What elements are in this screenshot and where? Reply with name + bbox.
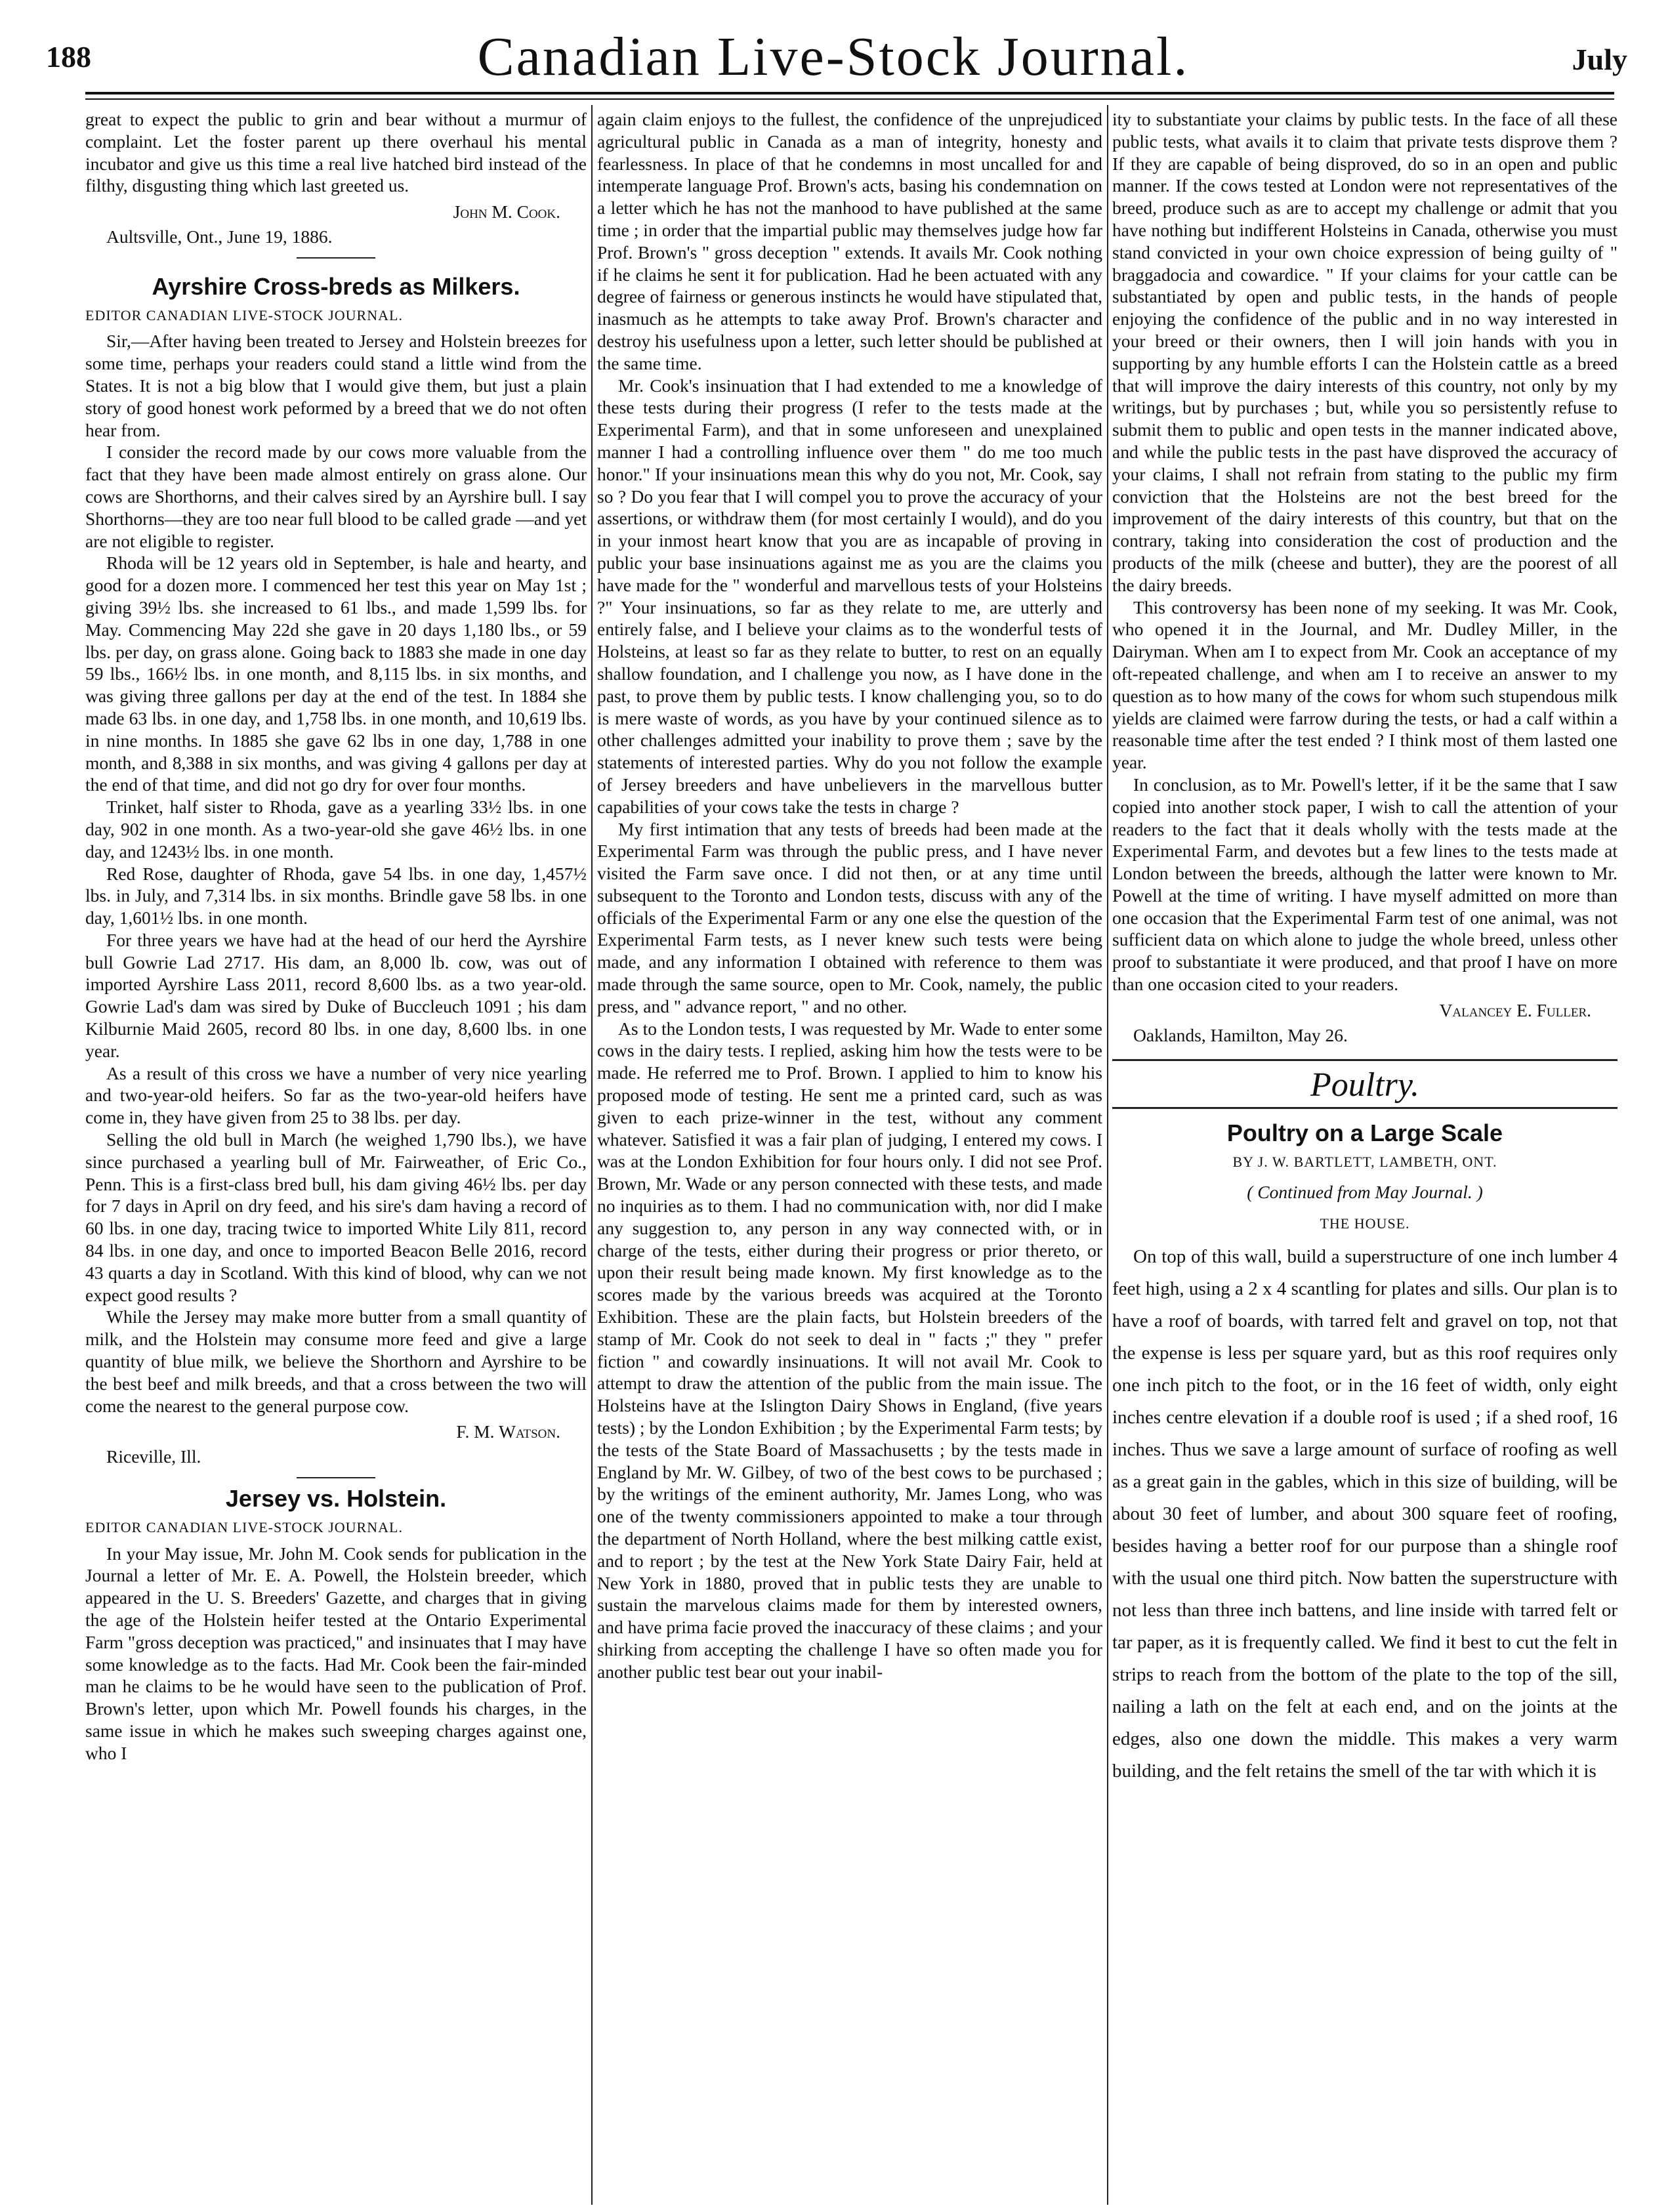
article-dateline: Oaklands, Hamilton, May 26. [1133, 1024, 1348, 1045]
article-paragraph: For three years we have had at the head of our herd the Ayrshire bull Gowrie Lad 2717. His dam, an 8,000 lb. cow, was out of imported Ayrshire Lass 2011, record 8,600 lbs. as a two year-old. Gowrie Lad's dam was sired by Duke of Buccleuch 1091 ; his dam Kilburnie Maid 2605, record 80 lbs. in one day, 8,600 lbs. in one year. [85, 929, 587, 1061]
column-divider [1107, 105, 1108, 2205]
intro-paragraph: great to expect the public to grin and bear without a murmur of complaint. Let the foster parent up there overhaul his mental incubator and give us this time a real live hatched bird instead of the filthy, disgusting thing which last greeted us. [85, 109, 587, 196]
article-paragraph: In your May issue, Mr. John M. Cook sends for publication in the Journal a letter of Mr. E. A. Powell, the Holstein breeder, which appeared in the U. S. Breeders' Gazette, and charges that in giving the age of the Holstein heifer tested at the Ontario Experimental Farm "gross deception was practiced," and insinuates that I may have some knowledge as to the facts. Had Mr. Cook been the fair-minded man he claims to be he would have seen to the publication of Prof. Brown's letter, upon which Mr. Powell founds his charges, in the same issue in which he makes such sweeping charges against one, who I [85, 1543, 587, 1763]
article-paragraph: Trinket, half sister to Rhoda, gave as a yearling 33½ lbs. in one day, 902 in one month. As a two-year-old she gave 46½ lbs. in one day, and 1243½ lbs. in one month. [85, 797, 587, 862]
article-heading: Ayrshire Cross-breds as Milkers. [152, 272, 520, 300]
article-signature: F. M. Watson. [456, 1421, 560, 1442]
article-paragraph: In conclusion, as to Mr. Powell's letter, if it be the same that I saw copied into another stock paper, I wish to call the attention of your readers to the fact that it deals wholly with the tests made at the Experimental Farm, and devotes but a few lines to the tests made at London between the breeds, although the latter were known to Mr. Powell at the time of writing. I have myself admitted on more than one occasion that the Experimental Farm test of one animal, was not sufficient data on which alone to judge the whole breed, unless other proof to substantiate it were produced, and that proof I have on more than one occasion cited to your readers. [1112, 774, 1618, 995]
editor-line: EDITOR CANADIAN LIVE-STOCK JOURNAL. [85, 1518, 403, 1535]
article-paragraph: Sir,—After having been treated to Jersey and Holstein breezes for some time, perhaps your readers could stand a little wind from the States. It is not a big blow that I would give them, but just a plain story of good honest work peformed by a breed that we do not often hear from. [85, 331, 587, 440]
continued-note: ( Continued from May Journal. ) [1247, 1181, 1483, 1202]
section-rule [1112, 1059, 1618, 1061]
article-signature: Valancey E. Fuller. [1439, 999, 1591, 1020]
header-rule [85, 92, 1614, 94]
journal-title: Canadian Live-Stock Journal. [477, 26, 1190, 87]
article-heading: Poultry on a Large Scale [1226, 1119, 1503, 1147]
article-paragraph: As a result of this cross we have a number of very nice yearling and two-year-old heifers. So far as the two-year-old heifers have come in, they have given from 25 to 38 lbs. per day. [85, 1062, 587, 1128]
intro-signature: John M. Cook. [453, 201, 560, 222]
article-paragraph: On top of this wall, build a superstructure of one inch lumber 4 feet high, using a 2 x 4 scantling for plates and sills. Our plan is to have a roof of boards, with tarred felt and gravel on top, not that the expense is less per square yard, but as this roof requires only one inch pitch to the foot, or in the 16 feet of width, only eight inches centre elevation if a double roof is used ; if a shed roof, 16 inches. Thus we save a large amount of surface of roofing as well as a great gain in the gables, which in this size of building, will be about 30 feet of lumber, and about 300 square feet of roofing, besides having a better roof for our purpose than a shingle roof with the usual one third pitch. Now batten the superstructure with not less than three inch battens, and line inside with tarred felt or tar paper, as it is frequently called. We find it best to cut the felt in strips to reach from the bottom of the plate to the top of the sill, nailing a lath on the felt at each end, and on the joints at the edges, also one down the middle. This makes a very warm building, and the felt retains the smell of the tar with which it is [1112, 1246, 1618, 1782]
section-title: Poultry. [1310, 1066, 1420, 1104]
article-paragraph: Mr. Cook's insinuation that I had extended to me a knowledge of these tests during their progress (I refer to the tests made at the Experimental Farm), and that in some unforeseen and unexplained manner I had a controlling influence over them " do me too much honor." If your insinuations mean this why do you not, Mr. Cook, say so ? Do you fear that I will compel you to prove the accuracy of your assertions, or withdraw them (for most certainly I would), and do you in your inmost heart know that you are as incapable of proving in public your base insinuations against me as you are the claims you have made for the " wonderful and marvellous tests of your Holsteins ?" Your insinuations, so far as they relate to me, are utterly and entirely false, and I believe your claims as to the wonderful tests of Holsteins, at least so far as they relate to butter, to rest on an equally shallow foundation, and I challenge you now, as I have done in the past, to prove them by public tests. I know challenging you, so to do is mere waste of words, as you have by your continued silence as to other challenges admitted your inability to prove them ; save by the statements of interested parties. Why do you not follow the example of Jersey breeders and have unbelievers in the marvellous butter capabilities of your cows take the tests in charge ? [597, 375, 1102, 817]
article-heading: Jersey vs. Holstein. [225, 1485, 447, 1513]
article-paragraph: Red Rose, daughter of Rhoda, gave 54 lbs. in one day, 1,457½ lbs. in July, and 7,314 lbs. in six months. Brindle gave 58 lbs. in one day, 1,601½ lbs. in one month. [85, 863, 587, 929]
header-rule-thin [85, 98, 1614, 100]
page-number: 188 [46, 40, 91, 73]
column-1 [85, 108, 587, 1764]
article-paragraph: While the Jersey may make more butter from a small quantity of milk, and the Holstein may consume more feed and give a large quantity of blue milk, we believe the Shorthorn and Ayrshire to be the best beef and milk breeds, and that a cross between the two will come the nearest to the general purpose cow. [85, 1306, 587, 1416]
issue-month: July [1572, 43, 1627, 76]
article-paragraph: again claim enjoys to the fullest, the confidence of the unprejudiced agricultural public in Canada as a man of integrity, honesty and fearlessness. In place of that he condemns in most uncalled for and intemperate language Prof. Brown's acts, basing his condemnation on a letter which he has not the manhood to have published at the same time ; in order that the impartial public may themselves judge how far Prof. Brown's " gross deception " extends. It avails Mr. Cook nothing if he claims he sent it for publication. Had he been actuated with any degree of fairness or generous instincts he would have stipulated that, inasmuch as he attempts to take away Prof. Brown's character and destroy his usefulness upon a letter, such letter should be published at the same time. [597, 109, 1102, 373]
column-3 [1112, 108, 1618, 1787]
subheading: THE HOUSE. [1320, 1215, 1410, 1232]
intro-dateline: Aultsville, Ont., June 19, 1886. [106, 226, 333, 247]
article-paragraph: My first intimation that any tests of breeds had been made at the Experimental Farm was through the public press, and I have never visited the Farm save once. I did not then, or at any time until subsequent to the Toronto and London tests, discuss with any of the officials of the Experimental Farm or any one else the question of the Experimental Farm tests, as I never knew such tests were being made, and any information I obtained with reference to them was made through the same source, open to Mr. Cook, namely, the public press, and " advance report, " and no other. [597, 818, 1102, 1016]
article-paragraph: This controversy has been none of my seeking. It was Mr. Cook, who opened it in the Journal, and Mr. Dudley Miller, in the Dairyman. When am I to expect from Mr. Cook an acceptance of my oft-repeated challenge, and when am I to receive an answer to my question as to how many of the cows for whom such stupendous milk yields are claimed were farrow during the tests, or had a calf within a reasonable time after the test ended ? I think most of them lasted one year. [1112, 596, 1618, 773]
ornament-rule [297, 1477, 375, 1478]
column-divider [591, 105, 593, 2205]
article-paragraph: Selling the old bull in March (he weighed 1,790 lbs.), we have since purchased a yearling bull of Mr. Fairweather, of Eric Co., Penn. This is a first-class bred bull, his dam giving 46½ lbs. per day for 7 days in April on dry feed, and his sire's dam having a record of 60 lbs. in one day, tracing twice to imported White Lily 811, record 84 lbs. in one day, and once to imported Beacon Belle 2016, record 43 quarts a day in Scotland. With this kind of blood, why can we not expect good results ? [85, 1129, 587, 1305]
article-byline: BY J. W. BARTLETT, LAMBETH, ONT. [1232, 1154, 1497, 1171]
article-paragraph: As to the London tests, I was requested by Mr. Wade to enter some cows in the dairy tests. I replied, asking him how the tests were to be made. He referred me to Prof. Brown. I applied to him to know his proposed mode of testing. He sent me a printed card, such as was given to each prize-winner in the test, without any comment whatever. Satisfied it was a fair plan of judging, I entered my cows. I was at the London Exhibition for four hours only. I did not see Prof. Brown, Mr. Wade or any person connected with these tests, and made no inquiries as to them. I had no communication with, nor did I make any suggestion to, any person in any way connected with, or in charge of the tests, either during their progress or prior thereto, or upon their result being made known. My first knowledge as to the scores made by the various breeds was acquired at the Toronto Exhibition. These are the plain facts, but Holstein breeders of the stamp of Mr. Cook do not seek to deal in " facts ;" they " prefer fiction " and cowardly insinuations. It will not avail Mr. Cook to attempt to draw the attention of the public from the main issue. The Holsteins have at the Islington Dairy Shows in England, (five years tests) ; by the London Exhibition ; by the Experimental Farm tests; by the tests of the State Board of Massachusetts ; by the tests made in England by Mr. W. Gilbey, of two of the best cows to be purchased ; by the writings of the eminent authority, Mr. James Long, who was one of the twenty commissioners appointed to make a tour through the department of North Holland, where the best milking cattle exist, and to report ; by the test at the New York State Dairy Fair, held at New York in 1880, proved that in public tests they are unable to sustain the marvelous claims made for them by interested owners, and have prima facie proved the inaccuracy of these claims ; and your shirking from accepting the challenge I have so often made you for another public test bear out your inabil- [597, 1018, 1102, 1682]
article-paragraph: I consider the record made by our cows more valuable from the fact that they have been made almost entirely on grass alone. Our cows are Shorthorns, and their calves sired by an Ayrshire bull. I say Shorthorns—they are too near full blood to be called grade —and yet are not eligible to register. [85, 442, 587, 551]
article-dateline: Riceville, Ill. [106, 1446, 201, 1467]
article-paragraph: ity to substantiate your claims by public tests. In the face of all these public tests, what avails it to claim that private tests disprove them ? If they are capable of being disproved, do so in an open and public manner. If the cows tested at London were not representatives of the breed, produce such as are to accept my challenge or admit that you have nothing but indifferent Holsteins in Canada, otherwise you must stand convicted in your own choice expression of being guilty of " braggadocia and cowardice. " If your claims for your cattle can be substantiated by open and public tests, in the hands of people enjoying the confidence of the public and in no way interested in your breed or their owners, then I will join hands with you in supporting by any humble efforts I can the Holstein cattle as a breed that will improve the dairy interests of this country, not only by my writings, but by purchases ; but, while you so persistently refuse to submit them to public and open tests in the manner indicated above, and while the public tests in the past have disproved the accuracy of your claims, I shall not refrain from stating to the public my firm conviction that the Holsteins are not the best breed for the improvement of the dairy interests of this country, but that on the contrary, taking into consideration the cost of production and the products of the milk (cheese and butter), they are the poorest of all the dairy breeds. [1112, 109, 1618, 595]
editor-line: EDITOR CANADIAN LIVE-STOCK JOURNAL. [85, 306, 403, 323]
ornament-rule [297, 257, 375, 259]
article-paragraph: Rhoda will be 12 years old in September, is hale and hearty, and good for a dozen more. I commenced her test this year on May 1st ; giving 39½ lbs. she increased to 61 lbs., and made 1,599 lbs. for May. Commencing May 22d she gave in 20 days 1,180 lbs., or 59 lbs. per day, on grass alone. Going back to 1883 she made in one day 59 lbs., 166½ lbs. in one month, and 8,115 lbs. in six months, and was giving three gallons per day at the end of the test. In 1884 she made 63 lbs. in one day, and 1,758 lbs. in one month, and 10,619 lbs. in nine months. In 1885 she gave 62 lbs in one day, 1,788 in one month, and 8,388 in six months, and was giving 4 gallons per day at the end of that time, and did not go dry for over four months. [85, 553, 587, 795]
column-2 [597, 108, 1102, 1683]
section-rule [1112, 1107, 1618, 1109]
page-header [39, 13, 1627, 98]
